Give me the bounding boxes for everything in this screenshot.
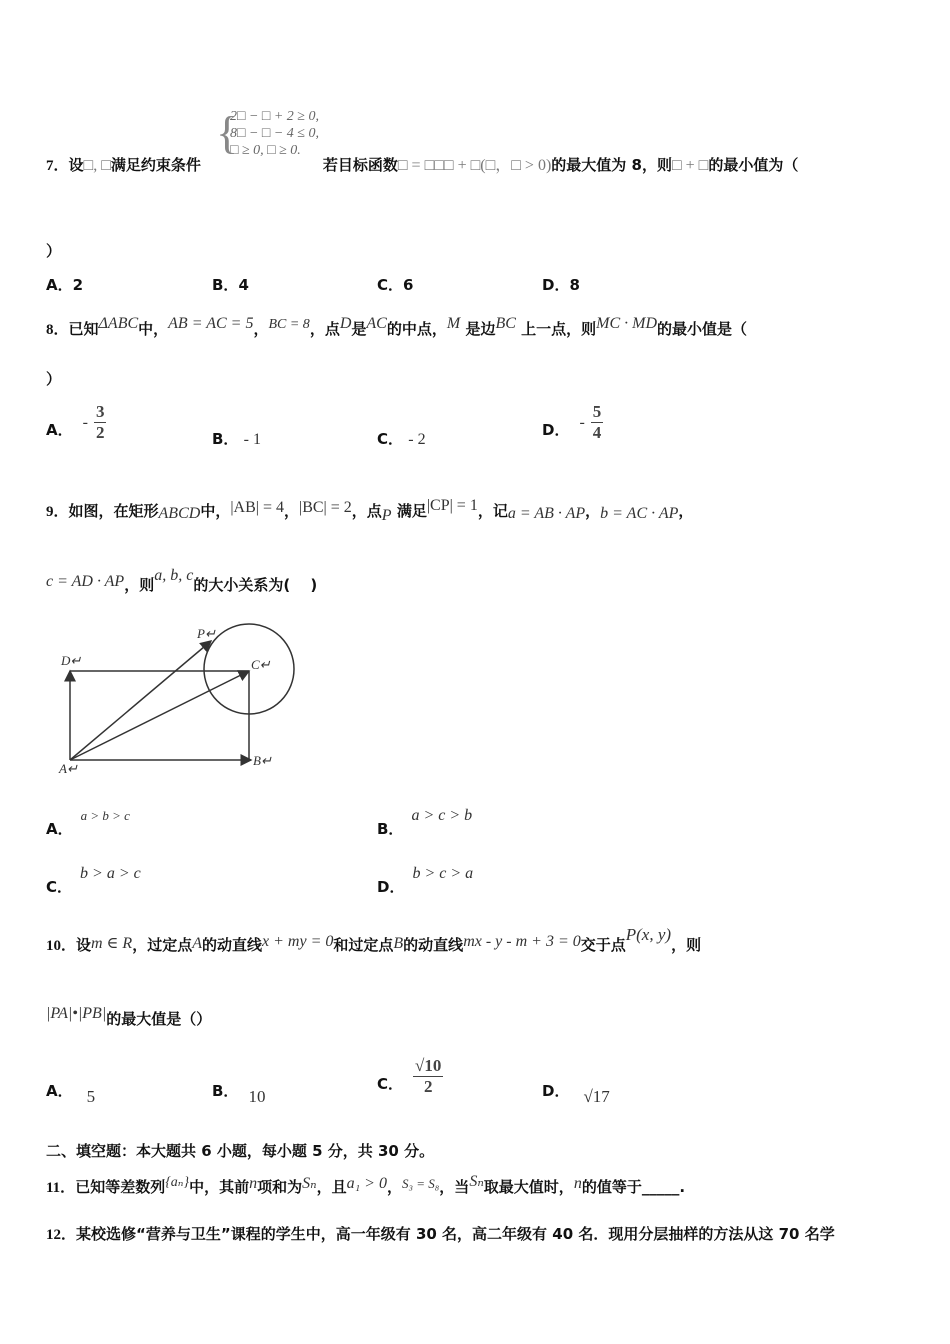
answer-blank[interactable]: _____ (641, 1178, 680, 1196)
section-heading: 二、填空题：本大题共 6 小题，每小题 5 分，共 30 分。 (46, 1142, 435, 1160)
q7-text: 设 (68, 156, 84, 174)
q7-text: 的最大值为 8，则 (551, 156, 672, 174)
label-a: A↵ (59, 761, 78, 776)
q7-text: 若目标函数 (322, 156, 398, 174)
q8-option-b[interactable]: B． - 1 (212, 430, 261, 448)
q7-option-a[interactable]: A．2 (46, 276, 84, 294)
sequence: {aₙ} (165, 1175, 190, 1190)
q8-close-paren: ） (46, 370, 62, 388)
q8-option-a[interactable]: A． - $\frac{3}{2}$ (46, 402, 105, 442)
q10-option-d[interactable]: D． √17 (542, 1082, 610, 1106)
q9-option-a[interactable]: A．a > b > c (46, 808, 130, 838)
q9-option-c[interactable]: C．b > a > c (46, 865, 141, 896)
objective-function: □ = □□□ + □(□，□ > 0) (397, 157, 552, 174)
q10-stem-line2: |PA|•|PB|的最大值是（） (46, 1005, 212, 1028)
q8-stem: 8．已知ΔABC中，AB = AC = 5，BC = 8，点D是AC的中点，M 是边BC 上一点，则MC · MD的最小值是（ (46, 315, 748, 338)
label-c: C↵ (251, 657, 271, 672)
q7-option-d[interactable]: D．8 (542, 276, 580, 294)
constraint-1: 2□ − □ + 2 ≥ 0, (230, 109, 319, 124)
q9-option-d[interactable]: D．b > c > a (377, 865, 474, 896)
label-d: D↵ (61, 653, 82, 668)
constraint-system: { 2□ − □ + 2 ≥ 0, 8□ − □ − 4 ≤ 0, □ ≥ 0, □ ≥ 0. (216, 107, 319, 158)
q12-stem (46, 1223, 835, 1244)
q9-option-b[interactable]: B．a > c > b (377, 807, 473, 838)
q10-option-c[interactable]: C． $\frac{√10}{2}$ (377, 1056, 442, 1096)
bc-length: |BC| = 2 (299, 499, 352, 516)
q7-text: 的最小值为（ (708, 156, 799, 174)
q10-option-a[interactable]: A． 5 (46, 1082, 96, 1106)
rectangle-figure (55, 615, 305, 780)
q11-stem: 11．已知等差数列{aₙ}中，其前n项和为Sₙ，且a₁ > 0，S₃ = S₈，当Sₙ取最大值时，n的值等于_____. (46, 1173, 686, 1196)
q9-stem-line2: c = AD · AP，则a, b, c的大小关系为( ) (46, 567, 318, 594)
b-definition: b = AC · AP (600, 505, 679, 522)
q7-stem (46, 152, 798, 175)
triangle-abc: ΔABC (98, 315, 139, 332)
q10-option-b[interactable]: B． 10 (212, 1082, 266, 1106)
q12-text: 某校选修“营养与卫生”课程的学生中，高一年级有 30 名，高二年级有 40 名．现用分层抽样的方法从这 70 名学 (76, 1225, 835, 1243)
label-b: B↵ (253, 753, 272, 768)
condition-1: a₁ > 0 (346, 1175, 387, 1192)
question-number: 7． (46, 158, 69, 174)
q7-option-c[interactable]: C．6 (377, 276, 414, 294)
question-number: 11． (46, 1180, 76, 1196)
condition-2: S₃ = S₈ (401, 1176, 440, 1191)
label-p: P↵ (197, 626, 216, 641)
constraint-2: 8□ − □ − 4 ≤ 0, (230, 126, 319, 141)
ab-length: |AB| = 4 (230, 499, 284, 516)
line-1: x + my = 0 (262, 933, 334, 950)
constraint-3: □ ≥ 0, □ ≥ 0. (230, 143, 301, 158)
question-number: 8． (46, 322, 69, 338)
point-p: P(x, y) (625, 925, 672, 944)
sum-expression: □ + □ (671, 157, 709, 174)
q8-option-d[interactable]: D． - $\frac{5}{4}$ (542, 402, 602, 442)
q7-text: 满足约束条件 (110, 156, 201, 174)
ab-ac-equation: AB = AC = 5 (168, 315, 254, 332)
question-number: 12． (46, 1227, 77, 1243)
question-number: 9． (46, 504, 69, 520)
q9-stem: 9．如图，在矩形ABCD中，|AB| = 4，|BC| = 2，点P 满足|CP| = 1，记a = AB · AP，b = AC · AP， (46, 497, 694, 524)
bc-equation: BC = 8 (268, 317, 310, 332)
q7-vars: □, □ (83, 157, 111, 174)
question-number: 10． (46, 938, 77, 954)
q8-option-c[interactable]: C． - 2 (377, 430, 426, 448)
a-definition: a = AB · AP (507, 505, 586, 522)
q7-option-b[interactable]: B．4 (212, 276, 249, 294)
dot-product: MC · MD (596, 315, 658, 332)
q7-close-paren: ） (46, 242, 62, 260)
rectangle-abcd: ABCD (158, 505, 201, 522)
q10-stem: 10．设m ∈ R，过定点A的动直线x + my = 0和过定点B的动直线mx - y - m + 3 = 0交于点P(x, y)，则 (46, 925, 702, 954)
distance-product: |PA|•|PB| (46, 1005, 107, 1022)
line-2: mx - y - m + 3 = 0 (463, 933, 581, 950)
cp-length: |CP| = 1 (426, 497, 478, 514)
c-definition: c = AD · AP (46, 573, 125, 590)
